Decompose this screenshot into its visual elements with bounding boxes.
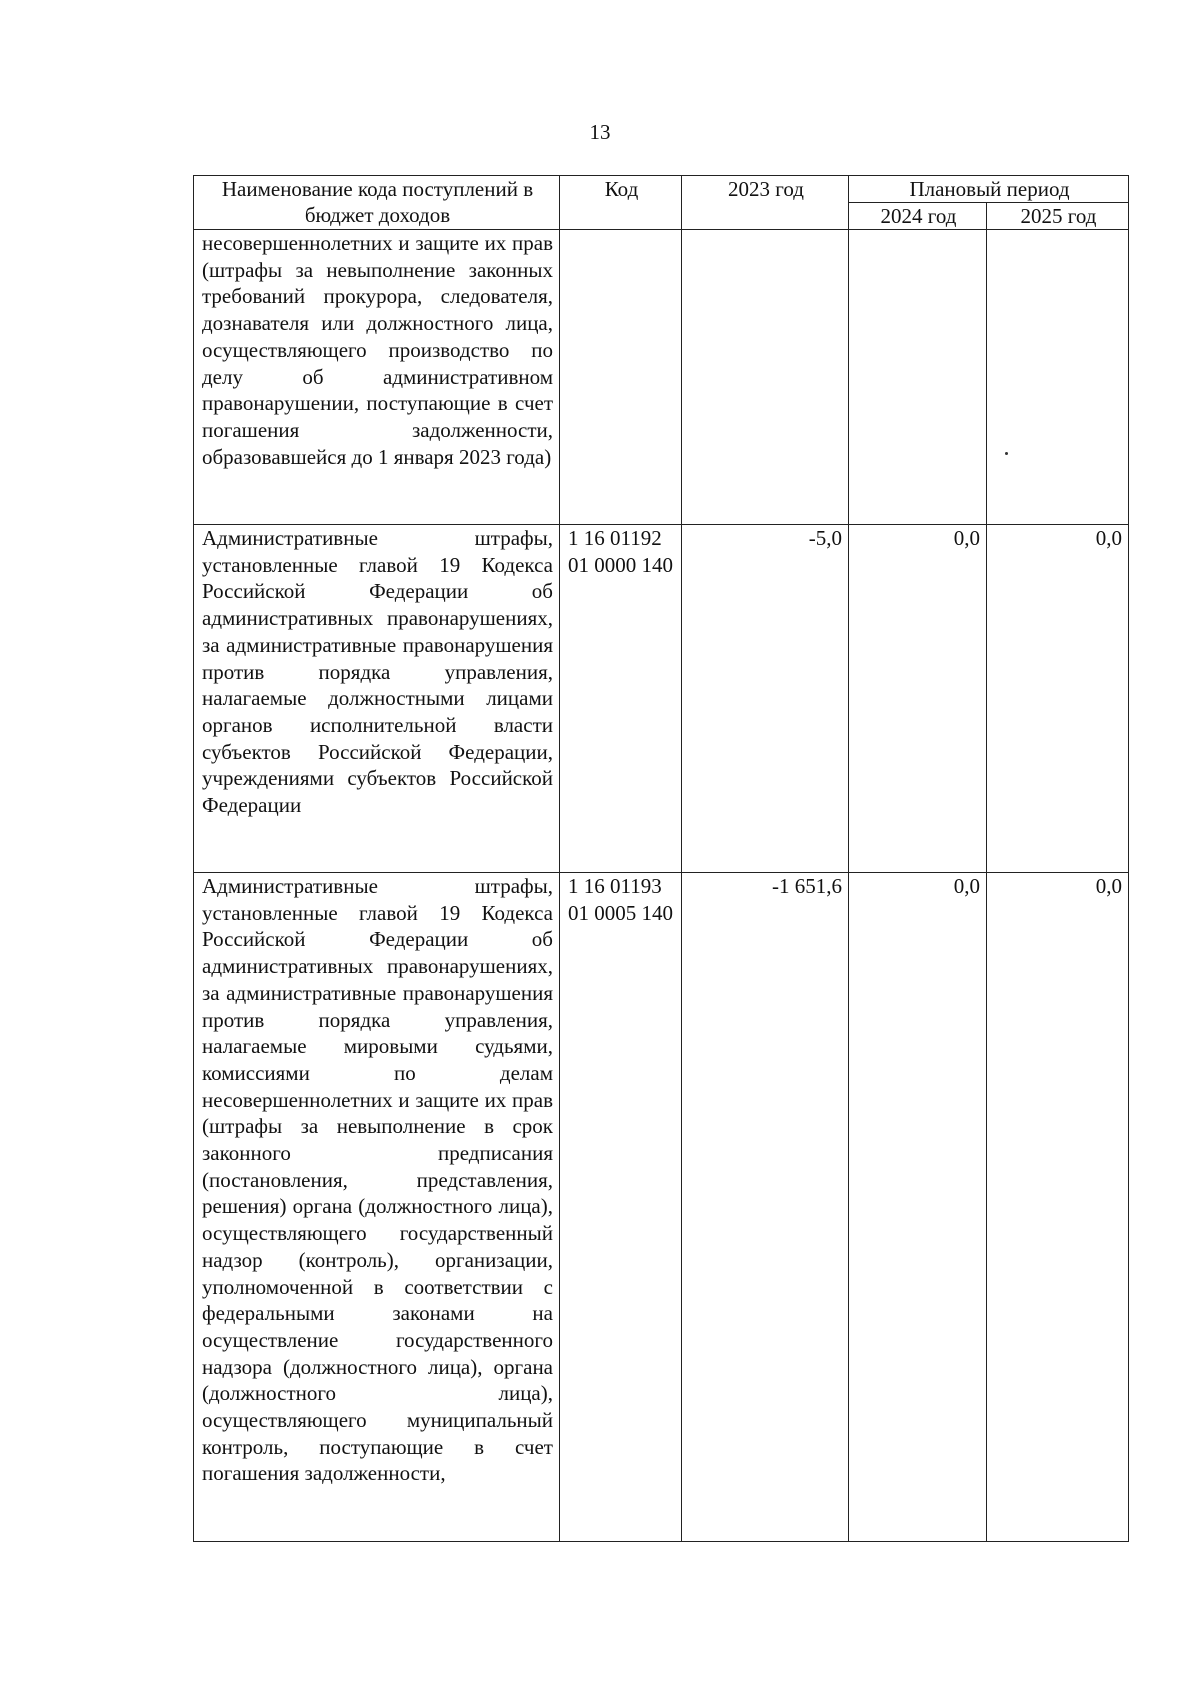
header-planned-period: Плановый период — [849, 176, 1129, 203]
header-name: Наименование кода поступлений в бюджет доходов — [194, 176, 560, 230]
row-code — [560, 230, 682, 525]
budget-revenue-table — [193, 175, 1129, 1542]
row-name: Административные штрафы, установленные главой 19 Кодекса Российской Федерации об административных правонарушениях, за административные правонарушения против порядка управления, налагаемые должностными лицами органов исполнительной власти субъектов Российской Федерации, учреждениями субъектов Российской Федерации — [194, 525, 560, 873]
table-row — [194, 873, 1129, 1542]
row-value-2024: 0,0 — [849, 873, 987, 1542]
row-code: 1 16 01192 01 0000 140 — [560, 525, 682, 873]
row-value-2023: -5,0 — [682, 525, 849, 873]
row-name: несовершеннолетних и защите их прав (штрафы за невыполнение законных требований прокурора, следователя, дознавателя или должностного лица, осуществляющего производство по делу об административном правонарушении, поступающие в счет погашения задолженности, образовавшейся до 1 января 2023 года) — [194, 230, 560, 525]
row-value-2025: 0,0 — [987, 525, 1129, 873]
row-name: Административные штрафы, установленные главой 19 Кодекса Российской Федерации об административных правонарушениях, за административные правонарушения против порядка управления, налагаемые мировыми судьями, комиссиями по делам несовершеннолетних и защите их прав (штрафы за невыполнение в срок законного предписания (постановления, представления, решения) органа (должностного лица), осуществляющего государственный надзор (контроль), организации, уполномоченной в соответствии с федеральными законами на осуществление государственного надзора (должностного лица), органа (должностного лица), осуществляющего муниципальный контроль, поступающие в счет погашения задолженности, — [194, 873, 560, 1542]
header-year-2025: 2025 год — [987, 203, 1129, 230]
table-row — [194, 230, 1129, 525]
header-year-2023: 2023 год — [682, 176, 849, 230]
page-number: 13 — [589, 120, 611, 144]
row-value-2023 — [682, 230, 849, 525]
row-value-2024 — [849, 230, 987, 525]
row-value-2025: 0,0 — [987, 873, 1129, 1542]
scan-speck — [1005, 452, 1008, 455]
table-row — [194, 525, 1129, 873]
row-value-2024: 0,0 — [849, 525, 987, 873]
header-code: Код — [560, 176, 682, 230]
row-code: 1 16 01193 01 0005 140 — [560, 873, 682, 1542]
row-value-2023: -1 651,6 — [682, 873, 849, 1542]
row-value-2025 — [987, 230, 1129, 525]
header-year-2024: 2024 год — [849, 203, 987, 230]
